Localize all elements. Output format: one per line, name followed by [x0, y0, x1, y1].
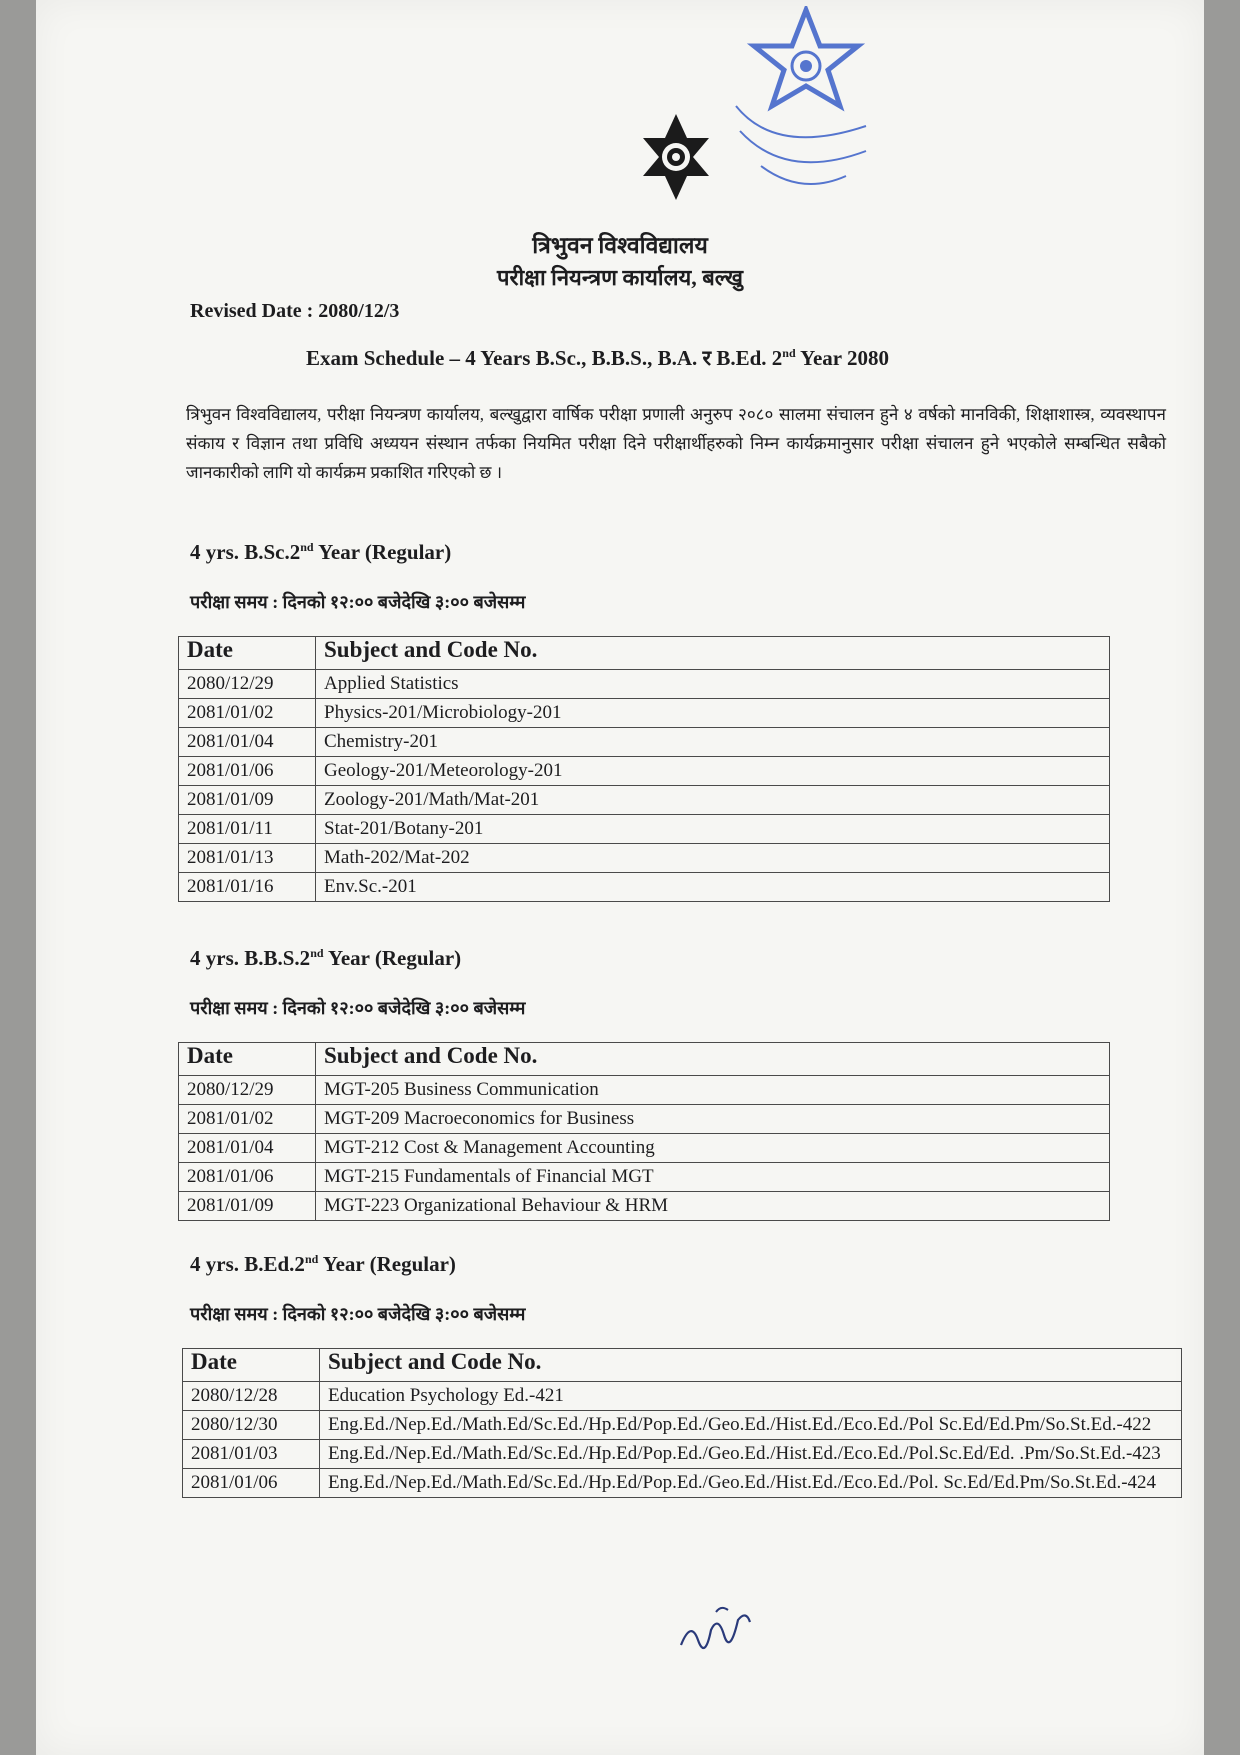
header-subject: Subject and Code No. — [316, 1043, 1110, 1076]
header-date: Date — [179, 637, 316, 670]
row-date: 2081/01/02 — [179, 1105, 316, 1134]
table-header-row — [179, 1043, 1110, 1076]
row-subject: Education Psychology Ed.-421 — [320, 1382, 1182, 1411]
row-subject: MGT-209 Macroeconomics for Business — [316, 1105, 1110, 1134]
row-subject: MGT-205 Business Communication — [316, 1076, 1110, 1105]
section-bbs-sup: nd — [310, 946, 324, 960]
table-row — [183, 1382, 1182, 1411]
exam-schedule-title — [306, 344, 889, 372]
row-subject: Geology-201/Meteorology-201 — [316, 757, 1110, 786]
header-subject: Subject and Code No. — [320, 1349, 1182, 1382]
header-subject: Subject and Code No. — [316, 637, 1110, 670]
table-row — [179, 699, 1110, 728]
exam-title-suffix: Year 2080 — [795, 346, 889, 370]
row-subject: Zoology-201/Math/Mat-201 — [316, 786, 1110, 815]
table-row — [179, 757, 1110, 786]
schedule-table-bbs — [178, 1042, 1110, 1221]
row-subject: Eng.Ed./Nep.Ed./Math.Ed/Sc.Ed./Hp.Ed/Pop.Ed./Geo.Ed./Hist.Ed./Eco.Ed./Pol.Sc.Ed/Ed. .Pm/So.St.Ed.-423 — [320, 1440, 1182, 1469]
exam-title-prefix: Exam Schedule – 4 Years B.Sc., B.B.S., B.A. र B.Ed. 2 — [306, 346, 783, 370]
row-subject: Eng.Ed./Nep.Ed./Math.Ed/Sc.Ed./Hp.Ed/Pop.Ed./Geo.Ed./Hist.Ed./Eco.Ed./Pol Sc.Ed/Ed.Pm/So.St.Ed.-422 — [320, 1411, 1182, 1440]
row-date: 2081/01/09 — [179, 786, 316, 815]
row-subject: Applied Statistics — [316, 670, 1110, 699]
row-date: 2080/12/29 — [179, 670, 316, 699]
table-row — [179, 1192, 1110, 1221]
header-date: Date — [179, 1043, 316, 1076]
table-row — [179, 1134, 1110, 1163]
table-row — [179, 728, 1110, 757]
section-title-bed — [190, 1252, 456, 1277]
section-bbs-prefix: 4 yrs. B.B.S.2 — [190, 946, 311, 970]
row-subject: Env.Sc.-201 — [316, 873, 1110, 902]
row-date: 2081/01/04 — [179, 728, 316, 757]
row-date: 2081/01/06 — [183, 1469, 320, 1498]
table-row — [179, 786, 1110, 815]
schedule-table-bsc — [178, 636, 1110, 902]
exam-title-sup: nd — [782, 346, 796, 360]
table-row — [179, 1076, 1110, 1105]
row-subject: Math-202/Mat-202 — [316, 844, 1110, 873]
exam-time-bbs: परीक्षा समय : दिनको १२:०० बजेदेखि ३:०० बजेसम्म — [190, 998, 526, 1018]
row-subject: Stat-201/Botany-201 — [316, 815, 1110, 844]
table-row — [183, 1469, 1182, 1498]
section-bsc-sup: nd — [300, 540, 314, 554]
row-date: 2081/01/02 — [179, 699, 316, 728]
section-bsc-suffix: Year (Regular) — [313, 540, 452, 564]
row-date: 2081/01/06 — [179, 757, 316, 786]
exam-time-bsc: परीक्षा समय : दिनको १२:०० बजेदेखि ३:०० बजेसम्म — [190, 592, 526, 612]
tu-emblem-icon — [641, 112, 711, 202]
schedule-table-bed — [182, 1348, 1182, 1498]
table-header-row — [179, 637, 1110, 670]
table-row — [179, 1105, 1110, 1134]
revised-date: Revised Date : 2080/12/3 — [190, 300, 400, 322]
table-row — [179, 844, 1110, 873]
row-date: 2081/01/06 — [179, 1163, 316, 1192]
section-bed-suffix: Year (Regular) — [318, 1252, 456, 1276]
table-row — [179, 815, 1110, 844]
office-name: परीक्षा नियन्त्रण कार्यालय, बल्खु — [496, 265, 743, 290]
intro-paragraph: त्रिभुवन विश्वविद्यालय, परीक्षा नियन्त्रण कार्यालय, बल्खुद्वारा वार्षिक परीक्षा प्रणाली अनुरुप २०८० सालमा संचालन हुने ४ वर्षको मानविकी, शिक्षाशास्त्र, व्यवस्थापन संकाय र विज्ञान तथा प्रविधि अध्ययन संस्थान तर्फका नियमित परीक्षा दिने परीक्षार्थीहरुको निम्न कार्यक्रमानुसार परीक्षा संचालन हुने भएकोले सम्बन्धित सबैको जानकारीको लागि यो कार्यक्रम प्रकाशित गरिएको छ । — [186, 405, 1166, 482]
row-date: 2080/12/29 — [179, 1076, 316, 1105]
row-subject: Physics-201/Microbiology-201 — [316, 699, 1110, 728]
row-subject: MGT-212 Cost & Management Accounting — [316, 1134, 1110, 1163]
exam-time-bed: परीक्षा समय : दिनको १२:०० बजेदेखि ३:०० बजेसम्म — [190, 1304, 526, 1324]
section-title-bsc — [190, 540, 451, 565]
table-row — [183, 1440, 1182, 1469]
row-date: 2081/01/16 — [179, 873, 316, 902]
table-row — [179, 670, 1110, 699]
section-bsc-prefix: 4 yrs. B.Sc.2 — [190, 540, 301, 564]
row-subject: MGT-215 Fundamentals of Financial MGT — [316, 1163, 1110, 1192]
row-date: 2080/12/30 — [183, 1411, 320, 1440]
row-date: 2081/01/09 — [179, 1192, 316, 1221]
office-seal-icon — [716, 6, 896, 206]
row-date: 2081/01/03 — [183, 1440, 320, 1469]
table-row — [179, 873, 1110, 902]
section-bed-prefix: 4 yrs. B.Ed.2 — [190, 1252, 305, 1276]
row-date: 2081/01/04 — [179, 1134, 316, 1163]
university-name: त्रिभुवन विश्वविद्यालय — [532, 233, 708, 258]
header-date: Date — [183, 1349, 320, 1382]
row-date: 2081/01/11 — [179, 815, 316, 844]
signature-icon — [676, 1600, 756, 1660]
section-title-bbs — [190, 946, 461, 971]
row-subject: Chemistry-201 — [316, 728, 1110, 757]
document-page — [36, 0, 1204, 1755]
row-date: 2081/01/13 — [179, 844, 316, 873]
row-subject: MGT-223 Organizational Behaviour & HRM — [316, 1192, 1110, 1221]
row-subject: Eng.Ed./Nep.Ed./Math.Ed/Sc.Ed./Hp.Ed/Pop.Ed./Geo.Ed./Hist.Ed./Eco.Ed./Pol. Sc.Ed/Ed.Pm/So.St.Ed.-424 — [320, 1469, 1182, 1498]
section-bed-sup: nd — [304, 1252, 319, 1266]
table-row — [179, 1163, 1110, 1192]
row-date: 2080/12/28 — [183, 1382, 320, 1411]
table-row — [183, 1411, 1182, 1440]
section-bbs-suffix: Year (Regular) — [323, 946, 462, 970]
table-header-row — [183, 1349, 1182, 1382]
